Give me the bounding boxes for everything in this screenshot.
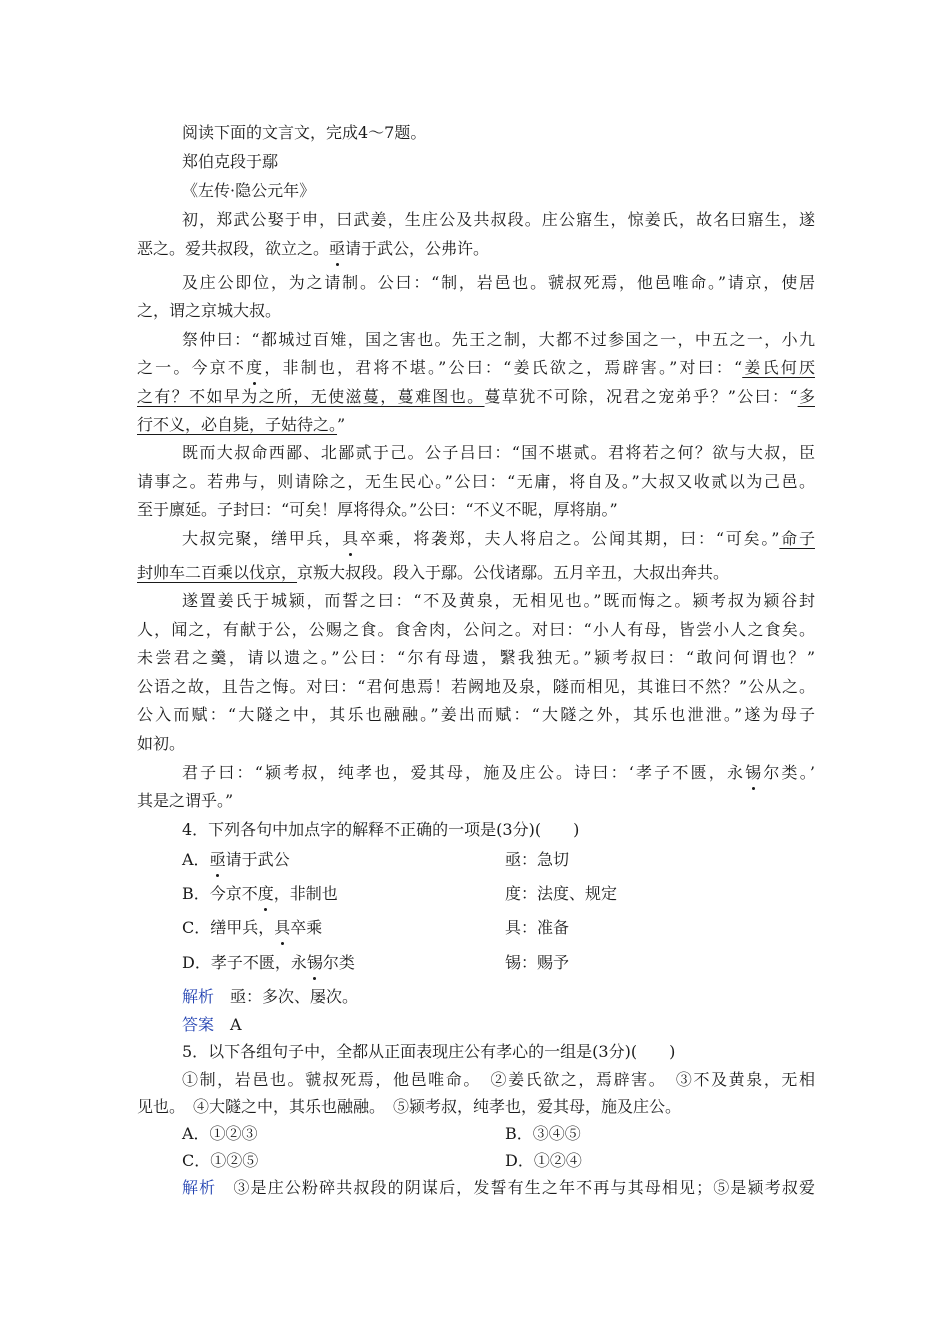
text-span: 请于武公 (225, 850, 290, 869)
q4-stem: 4．下列各句中加点字的解释不正确的一项是(3分)( ) (182, 820, 580, 839)
dotted-char: 亟 (329, 239, 346, 258)
dotted-char: 具 (342, 529, 359, 548)
p1-line-2 (137, 238, 489, 260)
q5-option-a: A．①②③ (182, 1124, 258, 1143)
q4-gloss-d: 锡：赐予 (505, 953, 570, 972)
q4-option-d (182, 952, 355, 974)
q4-option-b (182, 883, 338, 905)
dotted-char: 具 (274, 918, 291, 937)
q4-answer (182, 1014, 242, 1036)
text-span: D．孝子不匮，永 (182, 953, 307, 972)
underlined-text: 行不义，必自毙，子姑待之。 (137, 415, 338, 434)
p1-line-1: 初，郑武公娶于申，曰武姜，生庄公及共叔段。庄公寤生，惊姜氏，故名曰寤生，遂 (182, 210, 815, 229)
dotted-char: 亟 (209, 850, 226, 869)
analysis-text: ③是庄公粉碎共叔段的阴谋后，发誓有生之年不再与其母相见；⑤是颍考叔爱 (233, 1178, 815, 1197)
dotted-char: 锡 (745, 763, 762, 782)
text-span: B．今京不 (182, 884, 258, 903)
p7-line-2: 其是之谓乎。” (137, 791, 234, 810)
p6-line-4: 公语之故，且告之悔。对曰：“君何患焉！若阙地及泉，隧而相见，其谁曰不然？”公从之。 (137, 677, 815, 696)
text-span: 君子曰：“颍考叔，纯孝也，爱其母，施及庄公。诗曰：‘孝子不匮，永 (182, 763, 746, 782)
q5-option-d: D．①②④ (505, 1151, 582, 1170)
text-span: 请于武公，公弗许。 (345, 239, 490, 258)
text-span: C．缮甲兵， (182, 918, 275, 937)
intro-instruction: 阅读下面的文言文，完成4～7题。 (182, 123, 427, 142)
analysis-label: 解析 (182, 1178, 217, 1197)
q5-option-c: C．①②⑤ (182, 1151, 259, 1170)
text-span: 尔类 (322, 953, 355, 972)
text-span: 卒乘 (290, 918, 323, 937)
p3-line-2 (137, 357, 815, 379)
q4-gloss-b: 度：法度、规定 (505, 884, 618, 903)
p3-line-1: 祭仲曰：“都城过百雉，国之害也。先王之制，大都不过参国之一，中五之一，小九 (182, 330, 815, 349)
passage-source: 《左传·隐公元年》 (182, 181, 316, 200)
p2-line-2: 之，谓之京城大叔。 (137, 301, 282, 320)
p6-line-2: 人，闻之，有献于公，公赐之食。食舍肉，公问之。对曰：“小人有母，皆尝小人之食矣。 (137, 620, 815, 639)
p6-line-6: 如初。 (137, 734, 186, 753)
p4-line-2: 请事之。若弗与，则请除之，无生民心。”公曰：“无庸，将自及。”大叔又收贰以为己邑。 (137, 472, 815, 491)
answer-label: 答案 (182, 1015, 215, 1034)
text-span: A． (182, 850, 210, 869)
p3-line-3 (137, 386, 815, 408)
text-span: ，非制也，君将不堪。”公曰：“姜氏欲之，焉辟害。”对曰：“ (262, 358, 743, 377)
p4-line-3: 至于廪延。子封曰：“可矣！厚将得众。”公曰：“不义不昵，厚将崩。” (137, 500, 618, 519)
q5-items-line-1: ①制，岩邑也。虢叔死焉，他邑唯命。 ②姜氏欲之，焉辟害。 ③不及黄泉，无相 (182, 1070, 815, 1089)
p6-line-3: 未尝君之羹，请以遗之。”公曰：“尔有母遗，繄我独无。”颍考叔曰：“敢问何谓也？” (137, 648, 815, 667)
text-span: 卒乘，将袭郑，夫人将启之。公闻其期，曰：“可矣。” (358, 529, 780, 548)
text-span: ” (337, 415, 346, 434)
dotted-char: 度 (257, 884, 274, 903)
q4-gloss-a: 亟：急切 (505, 850, 570, 869)
underlined-text: 封帅车二百乘以伐京， (137, 563, 298, 582)
text-span: ，非制也 (273, 884, 338, 903)
q5-items-line-2: 见也。 ④大隧之中，其乐也融融。 ⑤颍考叔，纯孝也，爱其母，施及庄公。 (137, 1097, 682, 1116)
answer-text: A (230, 1015, 242, 1034)
p3-line-4 (137, 414, 345, 436)
underlined-text: 命子 (779, 529, 815, 548)
underlined-text: 之有？不如早为之所，无使滋蔓，蔓难图也。 (137, 387, 485, 406)
q5-analysis (182, 1177, 815, 1199)
underlined-text: 姜氏何厌 (742, 358, 815, 377)
text-span: 京叛大叔段。段入于鄢。公伐诸鄢。五月辛丑，大叔出奔共。 (297, 563, 730, 582)
q5-option-b: B．③④⑤ (505, 1124, 581, 1143)
text-span: 大叔完聚，缮甲兵， (182, 529, 343, 548)
dotted-char: 度 (246, 358, 263, 377)
p7-line-1 (182, 762, 815, 784)
text-span: 之一。今京不 (137, 358, 247, 377)
p2-line-1: 及庄公即位，为之请制。公曰：“制，岩邑也。虢叔死焉，他邑唯命。”请京，使居 (182, 273, 815, 292)
q5-stem: 5．以下各组句子中，全都从正面表现庄公有孝心的一组是(3分)( ) (182, 1042, 676, 1061)
dotted-char: 锡 (306, 953, 323, 972)
analysis-text: 亟：多次、屡次。 (230, 987, 359, 1006)
underlined-text: 多 (797, 387, 815, 406)
q4-option-c (182, 917, 322, 939)
p6-line-5: 公入而赋：“大隧之中，其乐也融融。”姜出而赋：“大隧之外，其乐也泄泄。”遂为母子 (137, 705, 815, 724)
p6-line-1: 遂置姜氏于城颍，而誓之曰：“不及黄泉，无相见也。”既而悔之。颍考叔为颍谷封 (182, 591, 815, 610)
text-span: 尔类。’ (761, 763, 815, 782)
p4-line-1: 既而大叔命西鄙、北鄙贰于己。公子吕曰：“国不堪贰。君将若之何？欲与大叔，臣 (182, 443, 815, 462)
q4-analysis (182, 986, 358, 1008)
p5-line-2 (137, 562, 729, 584)
p5-line-1 (182, 528, 815, 550)
passage-title: 郑伯克段于鄢 (182, 152, 279, 171)
q4-gloss-c: 具：准备 (505, 918, 570, 937)
q4-option-a (182, 849, 290, 871)
analysis-label: 解析 (182, 987, 215, 1006)
text-span: 蔓草犹不可除，况君之宠弟乎？”公曰：“ (484, 387, 798, 406)
text-span: 恶之。爱共叔段，欲立之。 (137, 239, 330, 258)
